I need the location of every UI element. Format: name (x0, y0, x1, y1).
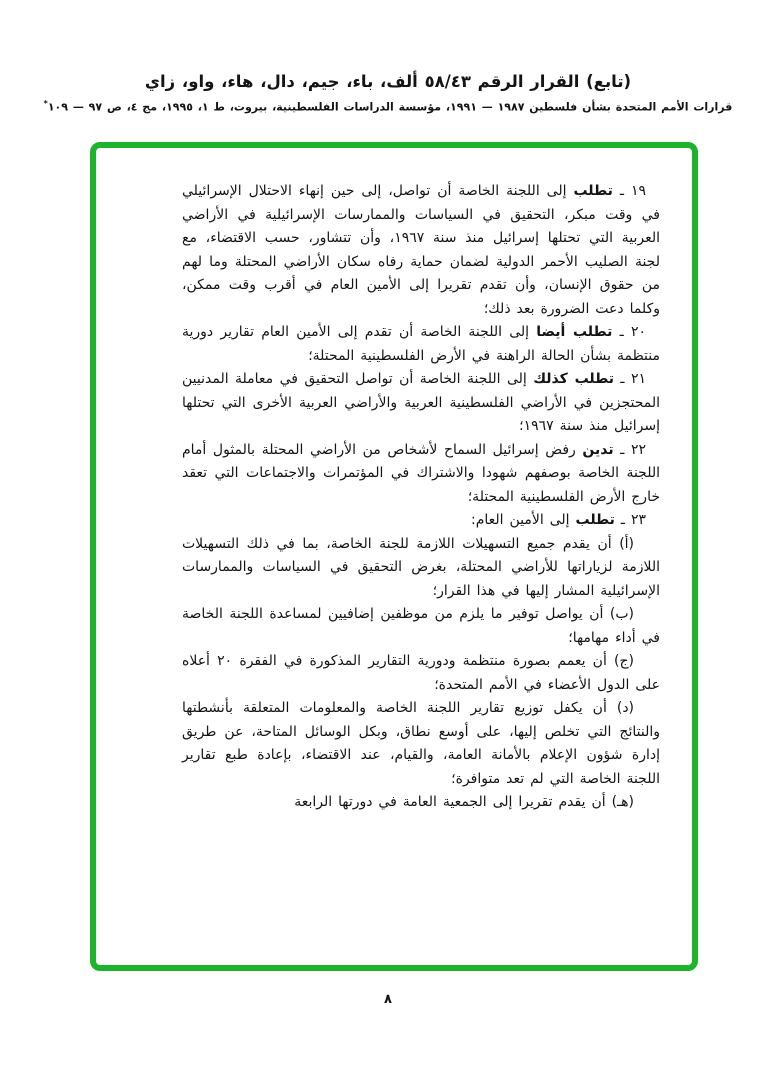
paragraph-marker: ٢١ ـ (614, 371, 646, 387)
paragraph-marker: (أ) (611, 535, 635, 552)
paragraph-text: إلى اللجنة الخاصة أن تقدم إلى الأمين العام تقارير دورية منتظمة بشأن الحالة الراهنة في الأرض الفلسطينية المحتلة؛ (182, 324, 660, 364)
paragraph-text: إلى اللجنة الخاصة أن تواصل، إلى حين إنهاء الاحتلال الإسرائيلي في وقت مبكر، التحقيق في السياسات والممارسات الإسرائيلية في الأراضي العربية التي تحتلها إسرائيل منذ سنة ١٩٦٧، وأن تتشاور، حسب الاقتضاء، مع لجنة الصليب الأحمر الدولية لضمان حماية رفاه سكان الأراضي المحتلة وما لهم من حقوق الإنسان، وأن تقدم تقريرا إلى الأمين العام في أقرب وقت ممكن، وكلما دعت الضرورة بعد ذلك؛ (182, 183, 660, 317)
paragraph (182, 603, 660, 650)
source-citation-text: قرارات الأمم المتحدة بشأن فلسطين ١٩٨٧ — ١٩٩١، مؤسسة الدراسات الفلسطينية، بيروت، ط ١، ١٩٩٥، مج ٤، ص ٩٧ — ١٠٩ (47, 100, 733, 114)
paragraph (182, 650, 660, 697)
footnote-mark: * (43, 99, 48, 108)
operative-verb: تطلب كذلك (533, 371, 614, 387)
paragraph-marker: (ج) (606, 653, 634, 669)
operative-verb: تدين (582, 441, 614, 458)
paragraph-marker: (ب) (603, 606, 634, 622)
paragraph-text: أن يعمم بصورة منتظمة ودورية التقارير المذكورة في الفقرة ٢٠ أعلاه على الدول الأعضاء في الأمم المتحدة؛ (182, 653, 660, 693)
paragraph (182, 368, 660, 439)
paragraph-text: أن يواصل توفير ما يلزم من موظفين إضافيين لمساعدة اللجنة الخاصة في أداء مهامها؛ (182, 606, 660, 646)
paragraph-marker: (د) (606, 700, 635, 716)
operative-verb: تطلب أيضا (536, 324, 613, 340)
paragraph (182, 321, 660, 368)
paragraph (182, 791, 660, 815)
paragraph-text: إلى اللجنة الخاصة أن تواصل التحقيق في معاملة المدنيين المحتجزين في الأراضي الفلسطينية العربية والأراضي العربية الأخرى التي تحتلها إسرائيل منذ سنة ١٩٦٧؛ (182, 371, 660, 434)
paragraph-text: أن يكفل توزيع تقارير اللجنة الخاصة والمعلومات المتعلقة بأنشطتها والنتائج التي تخلص إليها، على أوسع نطاق، وبكل الوسائل المتاحة، عن طريق إدارة شؤون الإعلام بالأمانة العامة، والقيام، عند الاقتضاء، بإعادة طبع تقارير اللجنة الخاصة التي لم تعد متوافرة؛ (182, 700, 660, 787)
paragraph-marker: ١٩ ـ (612, 183, 646, 199)
resolution-body (182, 180, 660, 815)
operative-verb: تطلب (575, 512, 615, 528)
paragraph (182, 439, 660, 510)
operative-verb: تطلب (573, 183, 613, 199)
page-number: ٨ (384, 992, 392, 1007)
paragraph-text: أن يقدم جميع التسهيلات اللازمة للجنة الخاصة، بما في ذلك التسهيلات اللازمة لزياراتها للأراضي المحتلة، بغرض التحقيق في السياسات والممارسات الإسرائيلية المشار إليها في هذا القرار؛ (182, 535, 660, 599)
paragraph (182, 180, 660, 321)
paragraph (182, 697, 660, 791)
paragraph-marker: ٢٢ ـ (613, 441, 646, 458)
paragraph (182, 509, 660, 533)
source-citation (0, 99, 776, 114)
paragraph-marker: ٢٠ ـ (612, 324, 646, 340)
paragraph-text: إلى الأمين العام: (471, 512, 576, 528)
paragraph-text: رفض إسرائيل السماح لأشخاص من الأراضي المحتلة بالمثول أمام اللجنة الخاصة بوصفهم شهودا والاشتراك في المؤتمرات والاجتماعات التي تعقد خارج الأرض الفلسطينية المحتلة؛ (182, 441, 660, 505)
paragraph-marker: (هـ) (605, 794, 634, 810)
paragraph-marker: ٢٣ ـ (614, 512, 646, 528)
page-header (0, 72, 776, 114)
paragraph-text: أن يقدم تقريرا إلى الجمعية العامة في دورتها الرابعة (294, 794, 606, 810)
paragraph (182, 533, 660, 604)
resolution-title: (تابع) القرار الرقم ٥٨/٤٣ ألف، باء، جيم، دال، هاء، واو، زاي (144, 72, 632, 91)
